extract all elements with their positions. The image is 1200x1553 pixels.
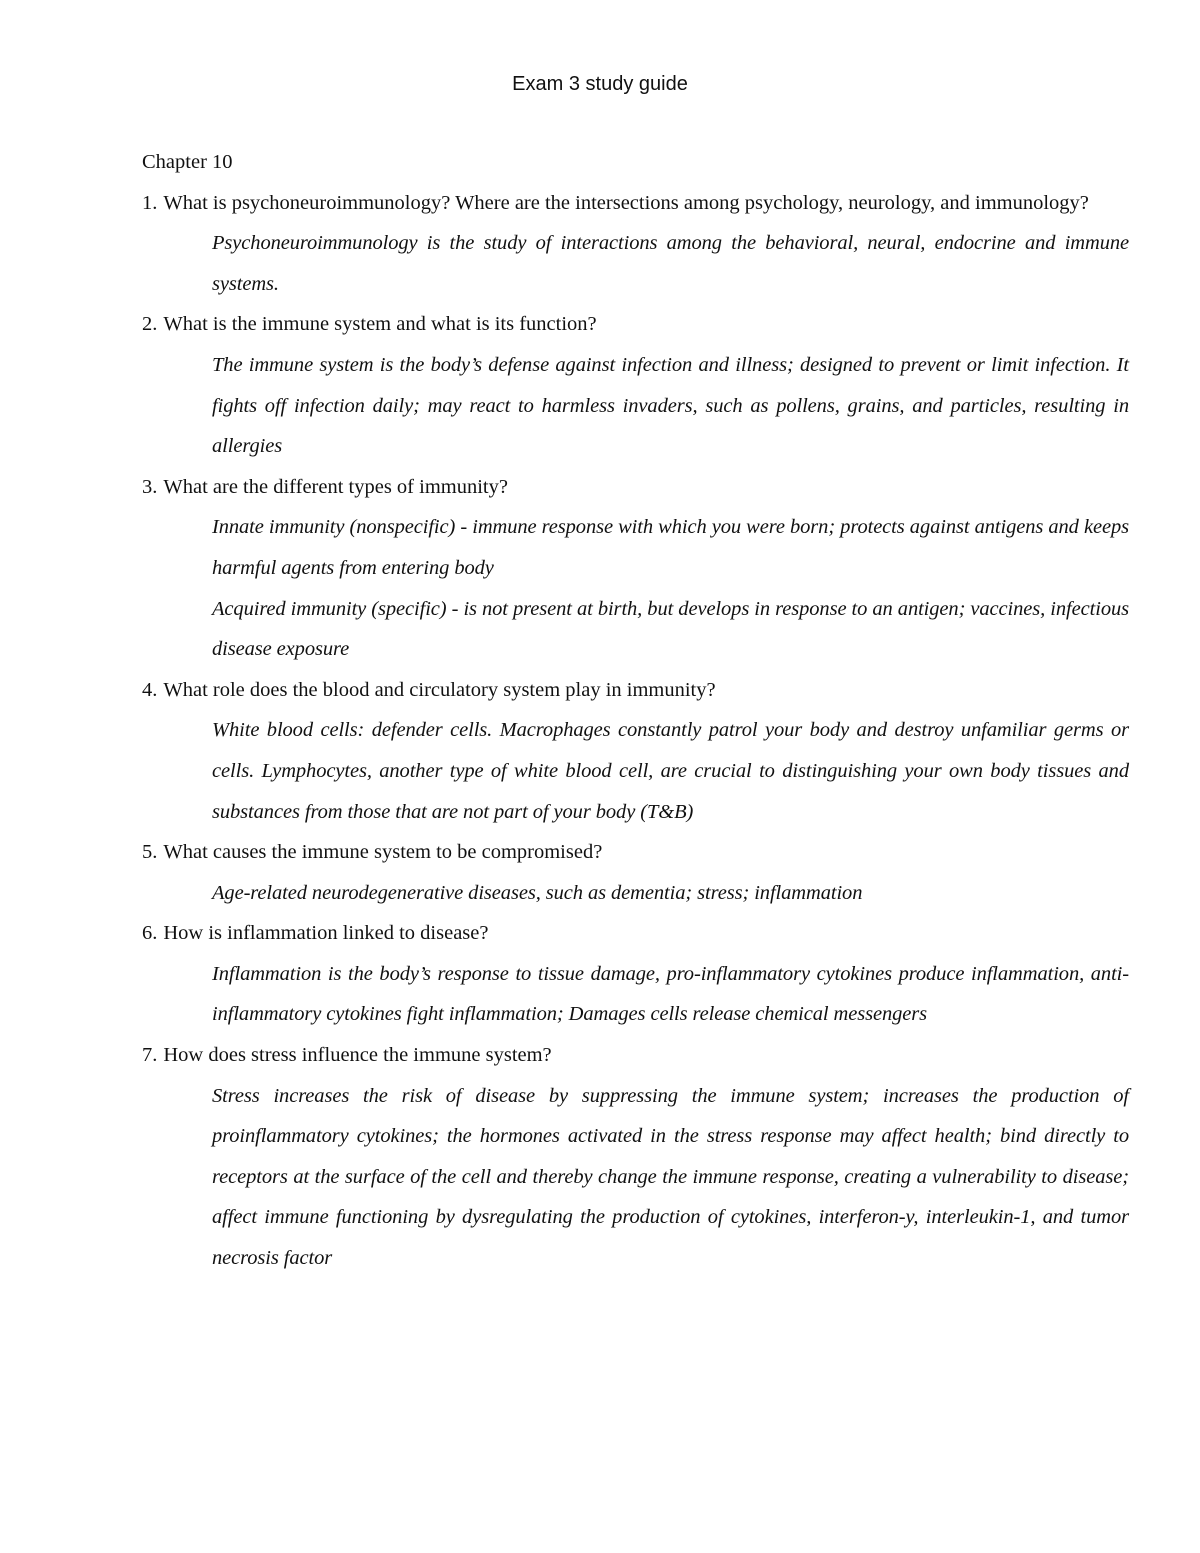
question-7 — [142, 1035, 1129, 1076]
answer-3-acquired: Acquired immunity (specific) - is not present at birth, but develops in response to an antigen; vaccines, infectious disease exposure — [212, 597, 1129, 661]
question-number: 3. — [142, 475, 158, 498]
question-text: What causes the immune system to be compromised? — [163, 841, 603, 864]
question-number: 7. — [142, 1044, 158, 1067]
question-number: 4. — [142, 678, 158, 701]
question-number: 6. — [142, 922, 158, 945]
question-text: What are the different types of immunity? — [163, 475, 508, 498]
question-text: What is psychoneuroimmunology? Where are the intersections among psychology, neurology, and immunology? — [163, 191, 1089, 214]
question-3 — [142, 467, 1129, 508]
answer-1: Psychoneuroimmunology is the study of interactions among the behavioral, neural, endocrine and immune systems. — [212, 232, 1129, 295]
question-text: What is the immune system and what is its function? — [163, 313, 597, 336]
question-number: 5. — [142, 841, 158, 864]
answer-2: The immune system is the body’s defense against infection and illness; designed to prevent or limit infection. It fights off infection daily; may react to harmless invaders, such as pollens, grains, and particles, resulting in allergies — [212, 353, 1129, 458]
question-4 — [142, 670, 1129, 711]
question-2 — [142, 304, 1129, 345]
document-title: Exam 3 study guide — [512, 73, 688, 95]
question-6 — [142, 913, 1129, 954]
answer-7: Stress increases the risk of disease by suppressing the immune system; increases the production of proinflammatory cytokines; the hormones activated in the stress response may affect health; bind directly to receptors at the surface of the cell and thereby change the immune response, creating a vulnerability to disease; affect immune functioning by dysregulating the production of cytokines, interferon-y, interleukin-1, and tumor necrosis factor — [212, 1084, 1129, 1270]
answer-3-innate: Innate immunity (nonspecific) - immune response with which you were born; protects against antigens and keeps harmful agents from entering body — [212, 516, 1129, 579]
question-text: How is inflammation linked to disease? — [163, 922, 489, 945]
question-number: 1. — [142, 191, 158, 214]
chapter-heading: Chapter 10 — [142, 151, 233, 173]
question-number: 2. — [142, 313, 158, 336]
answer-5: Age-related neurodegenerative diseases, such as dementia; stress; inflammation — [212, 881, 863, 904]
answer-4: White blood cells: defender cells. Macrophages constantly patrol your body and destroy unfamiliar germs or cells. Lymphocytes, another type of white blood cell, are crucial to distinguishing your own body tissues and substances from those that are not part of your body (T&B) — [212, 719, 1129, 823]
question-text: How does stress influence the immune system? — [163, 1044, 552, 1067]
question-1 — [142, 183, 1129, 224]
question-5 — [142, 832, 1129, 873]
answer-6: Inflammation is the body’s response to tissue damage, pro-inflammatory cytokines produce inflammation, anti-inflammatory cytokines fight inflammation; Damages cells release chemical messengers — [212, 962, 1129, 1026]
document-body — [142, 142, 1129, 1279]
question-text: What role does the blood and circulatory system play in immunity? — [163, 678, 716, 701]
